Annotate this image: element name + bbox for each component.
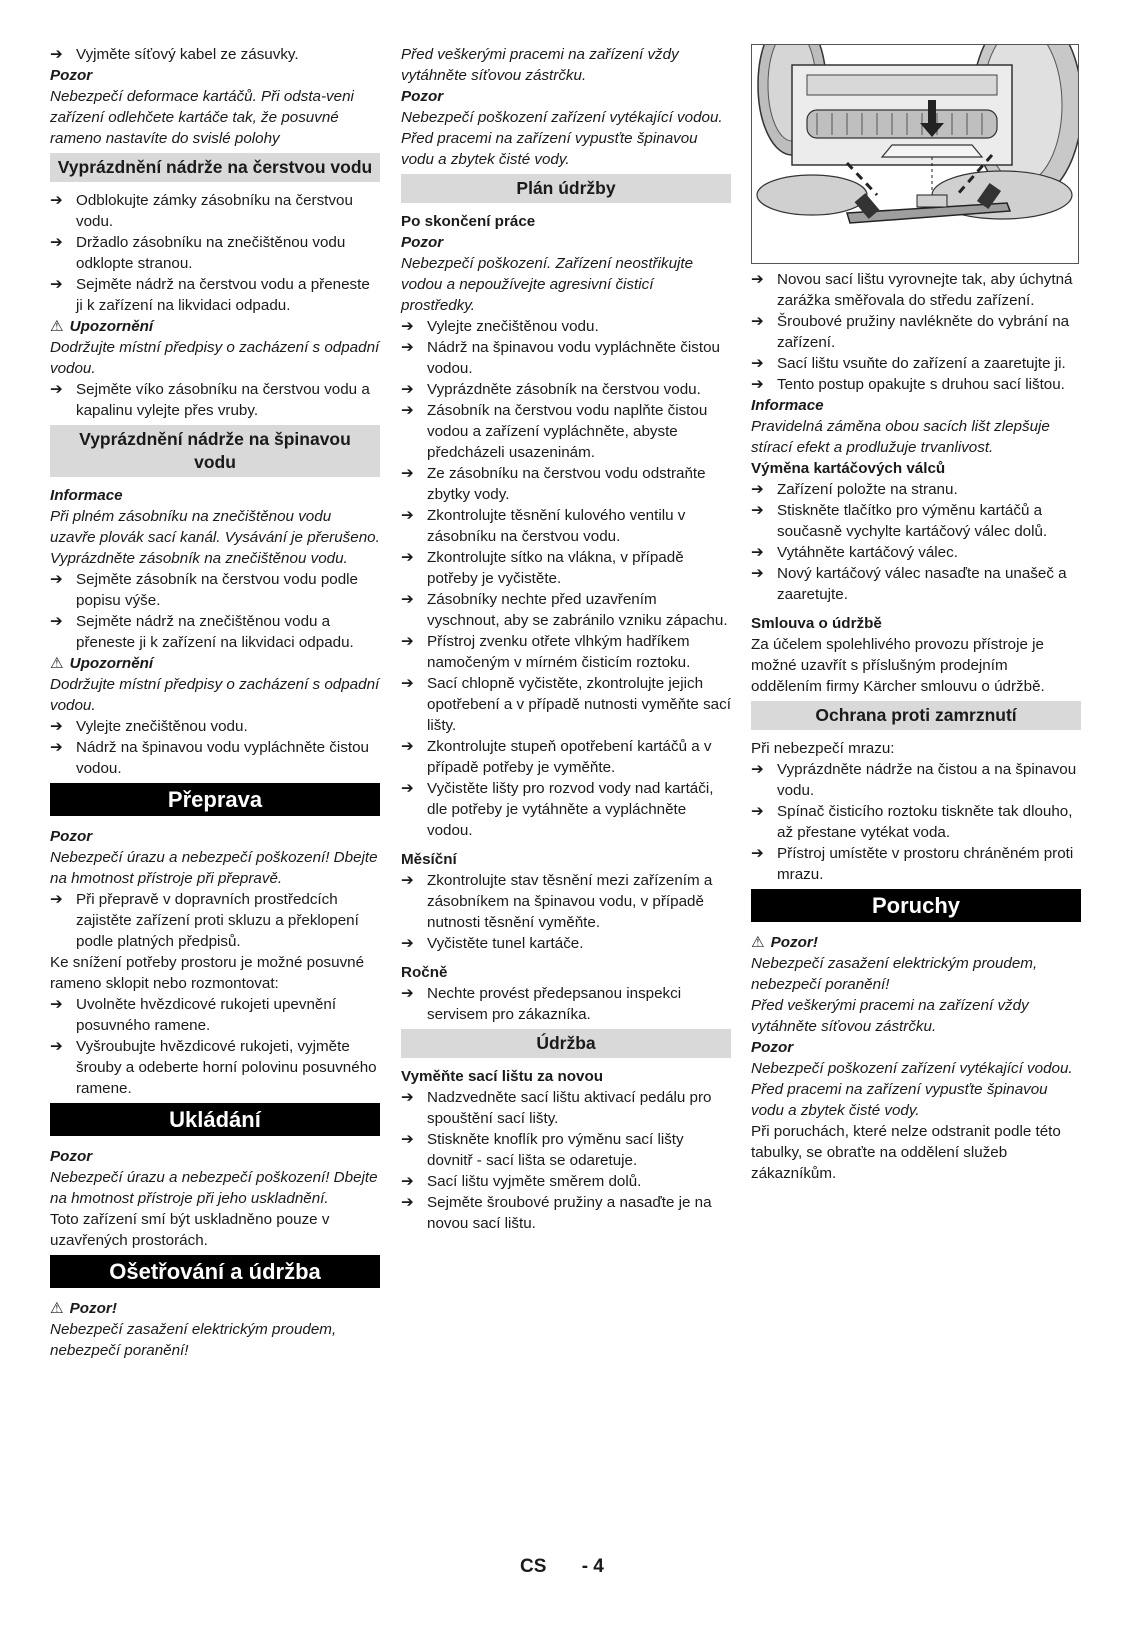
list-item: ➔ Zásobník na čerstvou vodu naplňte čistou vodou a zařízení vypláchněte, abyste předcházeli usazeninám. — [401, 402, 708, 461]
list-item: ➔ Vyčistěte tunel kartáče. — [401, 935, 584, 952]
warning-text: Nebezpečí zasažení elektrickým proudem, nebezpečí poranění! — [50, 1321, 337, 1359]
list-item: ➔ Vyprázdněte nádrže na čistou a na špinavou vodu. — [751, 761, 1077, 799]
list-item: ➔ Zkontrolujte stupeň opotřebení kartáčů a v případě potřeby je vyměňte. — [401, 738, 712, 776]
info-label: Informace — [50, 487, 123, 504]
list-item: ➔ Ze zásobníku na čerstvou vodu odstraňte zbytky vody. — [401, 465, 706, 503]
section-heading-frost: Ochrana proti zamrznutí — [751, 701, 1081, 730]
list-item: ➔ Spínač čisticího roztoku tiskněte tak dlouho, až přestane vytékat voda. — [751, 803, 1073, 841]
column-2 — [401, 44, 731, 1234]
subheading-after-work: Po skončení práce — [401, 213, 536, 230]
subheading-contract: Smlouva o údržbě — [751, 615, 882, 632]
list-item: ➔ Tento postup opakujte s druhou sací lištou. — [751, 376, 1065, 393]
pozor-label: Pozor — [401, 234, 444, 251]
page-footer — [520, 1556, 604, 1577]
list-item: ➔ Odblokujte zámky zásobníku na čerstvou vodu. — [50, 192, 353, 230]
list-item: ➔ Nechte provést předepsanou inspekci servisem pro zákazníka. — [401, 985, 682, 1023]
list-item: ➔ Vytáhněte kartáčový válec. — [751, 544, 958, 561]
body-text: Toto zařízení smí být uskladněno pouze v uzavřených prostorách. — [50, 1211, 330, 1249]
info-label: Informace — [751, 397, 824, 414]
subheading-yearly: Ročně — [401, 964, 448, 981]
pozor-label: Pozor — [50, 1148, 93, 1165]
warning-text: Před veškerými pracemi na zařízení vždy vytáhněte síťovou zástrčku. — [751, 997, 1029, 1035]
machine-diagram — [752, 45, 1078, 263]
intro-text: Před veškerými pracemi na zařízení vždy vytáhněte síťovou zástrčku. — [401, 46, 679, 84]
subheading-replace-squeegee: Vyměňte sací lištu za novou — [401, 1068, 603, 1085]
list-item: ➔ Nádrž na špinavou vodu vypláchněte čistou vodou. — [401, 339, 720, 377]
body-text: Ke snížení potřeby prostoru je možné posuvné rameno sklopit nebo rozmontovat: — [50, 954, 365, 992]
list-item: ➔ Šroubové pružiny navlékněte do vybrání na zařízení. — [751, 313, 1070, 351]
info-text: Pravidelná záměna obou sacích lišt zlepšuje stírací efekt a prodlužuje trvanlivost. — [751, 418, 1050, 456]
section-heading-fresh-water: Vyprázdnění nádrže na čerstvou vodu — [50, 153, 380, 182]
list-item: ➔ Nádrž na špinavou vodu vypláchněte čistou vodou. — [50, 739, 369, 777]
page-number: - 4 — [581, 1556, 604, 1577]
list-item: ➔ Stiskněte tlačítko pro výměnu kartáčů a současně vychylte kartáčový válec dolů. — [751, 502, 1048, 540]
pozor-text: Nebezpečí úrazu a nebezpečí poškození! Dbejte na hmotnost přístroje při přepravě. — [50, 849, 378, 887]
warning-icon: ⚠ — [50, 318, 64, 335]
pozor-text: Nebezpečí poškození zařízení vytékající vodou. Před pracemi na zařízení vypusťte špinavou vodu a zbytek čisté vody. — [751, 1060, 1073, 1119]
pozor-label: Pozor — [50, 67, 93, 84]
list-item: ➔ Sací lištu vsuňte do zařízení a zaaretujte ji. — [751, 355, 1066, 372]
warning-text: Dodržujte místní předpisy o zacházení s odpadní vodou. — [50, 676, 380, 714]
warning-icon: ⚠ — [751, 934, 765, 951]
language-code: CS — [520, 1556, 547, 1577]
squeegee-illustration — [751, 44, 1079, 264]
list-item: ➔ Nový kartáčový válec nasaďte na unašeč a zaaretujte. — [751, 565, 1067, 603]
info-text: Při plném zásobníku na znečištěnou vodu uzavře plovák sací kanál. Vysávání je přerušeno. Vyprázdněte zásobník na znečištěnou vodu. — [50, 508, 380, 567]
list-item: ➔ Stiskněte knoflík pro výměnu sací lišty dovnitř - sací lišta se odaretuje. — [401, 1131, 684, 1169]
list-item: ➔ Sejměte nádrž na znečištěnou vodu a přeneste ji k zařízení na likvidaci odpadu. — [50, 613, 354, 651]
list-item: ➔ Sejměte nádrž na čerstvou vodu a přeneste ji k zařízení na likvidaci odpadu. — [50, 276, 370, 314]
warning-text: Nebezpečí zasažení elektrickým proudem, nebezpečí poranění! — [751, 955, 1038, 993]
list-item: ➔ Zkontrolujte sítko na vlákna, v případě potřeby je vyčistěte. — [401, 549, 684, 587]
list-item: ➔ Přístroj zvenku otřete vlhkým hadříkem namočeným v mírném čisticím roztoku. — [401, 633, 691, 671]
list-item: ➔ Uvolněte hvězdicové rukojeti upevnění posuvného ramene. — [50, 996, 337, 1034]
subheading-brush-replace: Výměna kartáčových válců — [751, 460, 946, 477]
list-item: ➔ Sejměte zásobník na čerstvou vodu podle popisu výše. — [50, 571, 358, 609]
list-item: ➔ Zkontrolujte těsnění kulového ventilu v zásobníku na čerstvou vodu. — [401, 507, 686, 545]
list-item: ➔ Zkontrolujte stav těsnění mezi zařízením a zásobníkem na špinavou vodu, v případě nutnosti těsnění vyměňte. — [401, 872, 713, 931]
column-3 — [751, 44, 1081, 1184]
body-text: Při poruchách, které nelze odstranit podle této tabulky, se obraťte na oddělení služeb zákazníkům. — [751, 1123, 1061, 1182]
warning-label: ⚠ Upozornění — [50, 655, 154, 672]
pozor-label: Pozor — [401, 88, 444, 105]
pozor-label: Pozor — [751, 1039, 794, 1056]
warning-icon: ⚠ — [50, 655, 64, 672]
pozor-text: Nebezpečí poškození zařízení vytékající vodou. Před pracemi na zařízení vypusťte špinavou vodu a zbytek čisté vody. — [401, 109, 723, 168]
section-heading-dirty-water: Vyprázdnění nádrže na špinavou vodu — [50, 425, 380, 477]
list-item: ➔ Sací lištu vyjměte směrem dolů. — [401, 1173, 642, 1190]
warning-label: ⚠ Pozor! — [751, 934, 818, 951]
list-item: ➔ Vylejte znečištěnou vodu. — [401, 318, 599, 335]
list-item: ➔ Vyšroubujte hvězdicové rukojeti, vyjměte šrouby a odeberte horní polovinu posuvného ramene. — [50, 1038, 377, 1097]
pozor-label: Pozor — [50, 828, 93, 845]
warning-label: ⚠ Pozor! — [50, 1300, 117, 1317]
section-heading-maintenance: Údržba — [401, 1029, 731, 1058]
column-1 — [50, 44, 380, 1361]
list-item: ➔ Vyprázdněte zásobník na čerstvou vodu. — [401, 381, 701, 398]
subheading-monthly: Měsíční — [401, 851, 457, 868]
list-item: ➔ Vylejte znečištěnou vodu. — [50, 718, 248, 735]
list-item: ➔ Zařízení položte na stranu. — [751, 481, 958, 498]
list-item: ➔ Novou sací lištu vyrovnejte tak, aby úchytná zarážka směřovala do středu zařízení. — [751, 271, 1073, 309]
warning-label: ⚠ Upozornění — [50, 318, 154, 335]
list-item: ➔ Sejměte šroubové pružiny a nasaďte je na novou sací lištu. — [401, 1194, 712, 1232]
list-item: ➔ Vyčistěte lišty pro rozvod vody nad kartáči, dle potřeby je vytáhněte a vypláchněte vodou. — [401, 780, 714, 839]
section-heading-transport: Přeprava — [50, 783, 380, 816]
list-item: ➔ Sejměte víko zásobníku na čerstvou vodu a kapalinu vylejte přes vruby. — [50, 381, 370, 419]
section-heading-storage: Ukládání — [50, 1103, 380, 1136]
body-text: Při nebezpečí mrazu: — [751, 740, 895, 757]
list-item: ➔ Při přepravě v dopravních prostředcích zajistěte zařízení proti skluzu a překlopení podle platných předpisů. — [50, 891, 359, 950]
list-item: ➔ Držadlo zásobníku na znečištěnou vodu odklopte stranou. — [50, 234, 346, 272]
section-heading-care: Ošetřování a údržba — [50, 1255, 380, 1288]
list-item: ➔ Zásobníky nechte před uzavřením vyschnout, aby se zabránilo vzniku zápachu. — [401, 591, 728, 629]
pozor-text: Nebezpečí úrazu a nebezpečí poškození! Dbejte na hmotnost přístroje při jeho uskladnění. — [50, 1169, 378, 1207]
pozor-text: Nebezpečí poškození. Zařízení neostřikujte vodou a nepoužívejte agresivní čisticí prostředky. — [401, 255, 694, 314]
list-item: ➔ Vyjměte síťový kabel ze zásuvky. — [50, 46, 299, 63]
section-heading-maintenance-plan: Plán údržby — [401, 174, 731, 203]
pozor-text: Nebezpečí deformace kartáčů. Při odsta-veni zařízení odlehčete kartáče tak, že posuvné rameno nastavíte do svislé polohy — [50, 88, 354, 147]
warning-icon: ⚠ — [50, 1300, 64, 1317]
list-item: ➔ Nadzvedněte sací lištu aktivací pedálu pro spouštění sací lišty. — [401, 1089, 712, 1127]
body-text: Za účelem spolehlivého provozu přístroje je možné uzavřít s příslušným prodejním oddělením firmy Kärcher smlouvu o údržbě. — [751, 636, 1045, 695]
list-item: ➔ Přístroj umístěte v prostoru chráněném proti mrazu. — [751, 845, 1074, 883]
list-item: ➔ Sací chlopně vyčistěte, zkontrolujte jejich opotřebení a v případě nutnosti vyměňte sací lišty. — [401, 675, 731, 734]
section-heading-faults: Poruchy — [751, 889, 1081, 922]
warning-text: Dodržujte místní předpisy o zacházení s odpadní vodou. — [50, 339, 380, 377]
